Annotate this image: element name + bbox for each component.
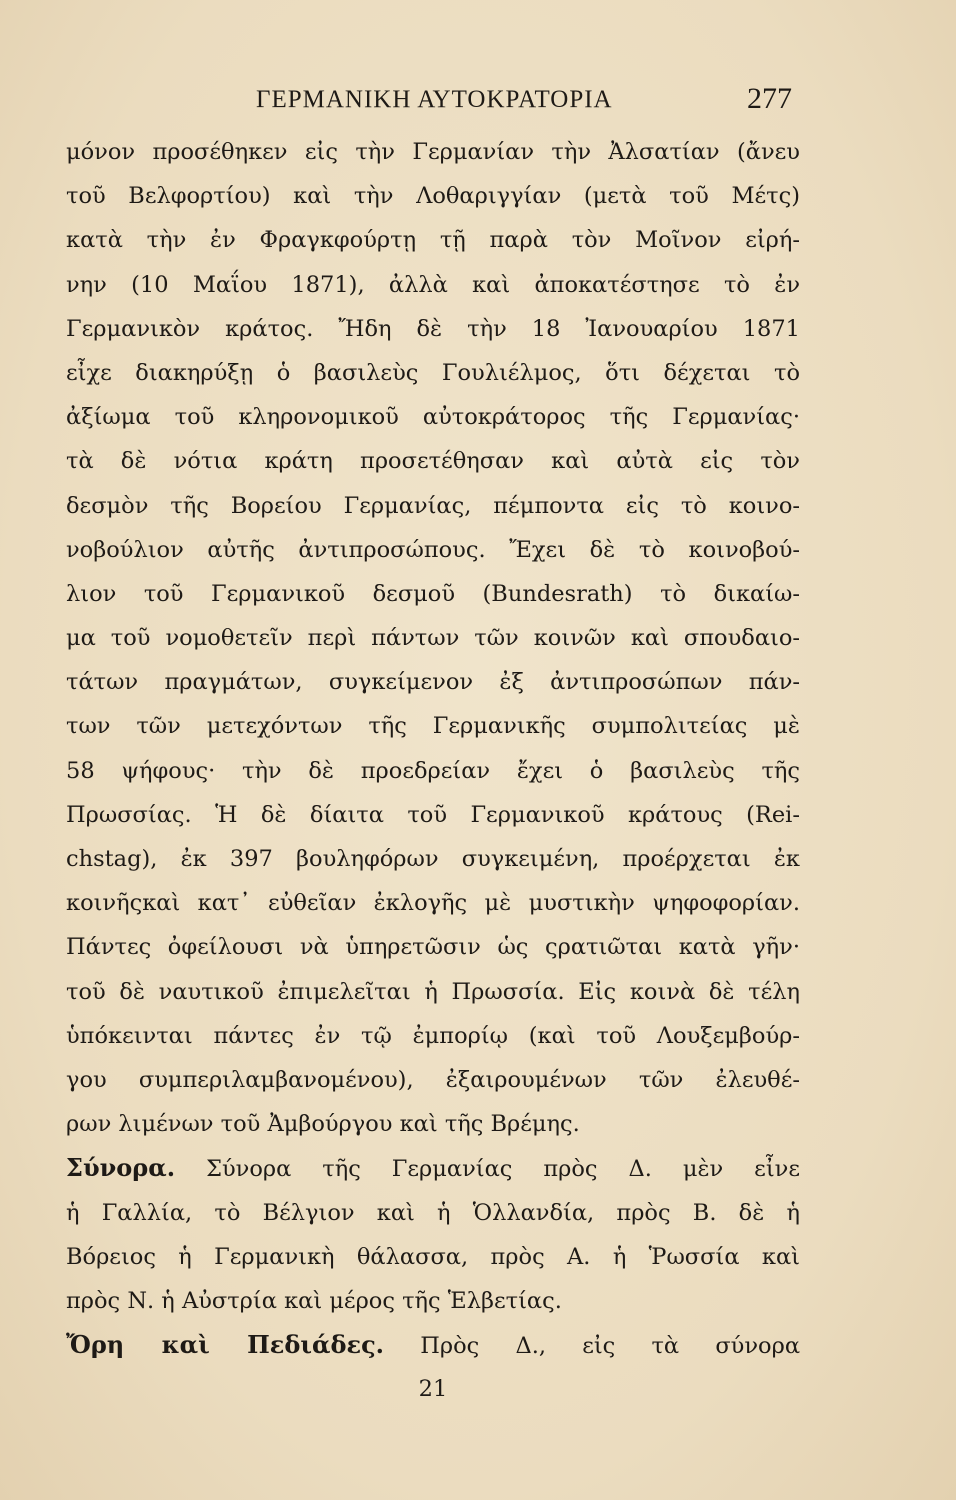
section-heading-mountains: Ὄρη καὶ Πεδιάδες. bbox=[66, 1330, 385, 1360]
section-mountains-text: Πρὸς Δ., εἰς τὰ σύνορα bbox=[420, 1333, 801, 1360]
text-line: τοῦ Βελφορτίου) καὶ τὴν Λοθαριγγίαν (μετὰ τοῦ Μέτς) bbox=[66, 183, 800, 210]
signature-mark: 21 bbox=[418, 1376, 448, 1403]
text-line: τὰ δὲ νότια κράτη προσετέθησαν καὶ αὐτὰ εἰς τὸν bbox=[66, 448, 800, 475]
text-line: εἶχε διακηρύξῃ ὁ βασιλεὺς Γουλιέλμος, ὅτι δέχεται τὸ bbox=[66, 359, 800, 386]
section-heading-borders: Σύνορα. bbox=[66, 1153, 176, 1183]
running-title: ΓΕΡΜΑΝΙΚΗ ΑΥΤΟΚΡΑΤΟΡΙΑ bbox=[256, 86, 613, 113]
page-header bbox=[240, 82, 800, 122]
text-line: νοβούλιον αὐτῆς ἀντιπροσώπους. Ἔχει δὲ τὸ κοινοβού- bbox=[66, 536, 800, 563]
text-line: δεσμὸν τῆς Βορείου Γερμανίας, πέμποντα εἰς τὸ κοινο- bbox=[66, 492, 800, 519]
text-line: γου συμπεριλαμβανομένου), ἐξαιρουμένων τῶν ἐλευθέ- bbox=[66, 1066, 800, 1093]
text-line: τοῦ δὲ ναυτικοῦ ἐπιμελεῖται ἡ Πρωσσία. Εἰς κοινὰ δὲ τέλη bbox=[66, 978, 800, 1005]
text-line: τάτων πραγμάτων, συγκείμενον ἐξ ἀντιπροσώπων πάν- bbox=[66, 669, 800, 696]
section-borders-first-line bbox=[66, 1146, 800, 1190]
text-line: ἀξίωμα τοῦ κληρονομικοῦ αὐτοκράτορος τῆς Γερμανίας· bbox=[66, 404, 800, 431]
text-line: Πάντες ὀφείλουσι νὰ ὑπηρετῶσιν ὡς ςρατιῶται κατὰ γῆν· bbox=[66, 934, 800, 961]
text-line: ὑπόκεινται πάντες ἐν τῷ ἐμπορίῳ (καὶ τοῦ Λουξεμβούρ- bbox=[66, 1022, 800, 1049]
body-text bbox=[66, 130, 800, 1411]
text-line: λιον τοῦ Γερμανικοῦ δεσμοῦ (Bundesrath) τὸ δικαίω- bbox=[66, 580, 800, 607]
text-line: μόνον προσέθηκεν εἰς τὴν Γερμανίαν τὴν Ἀλσατίαν (ἄνευ bbox=[66, 139, 800, 165]
text-line: 58 ψήφους· τὴν δὲ προεδρείαν ἔχει ὁ βασιλεὺς τῆς bbox=[66, 757, 800, 784]
text-line: Πρωσσίας. Ἡ δὲ δίαιτα τοῦ Γερμανικοῦ κράτους (Rei- bbox=[66, 801, 800, 828]
text-line: chstag), ἐκ 397 βουληφόρων συγκειμένη, προέρχεται ἐκ bbox=[66, 846, 800, 872]
text-line: κατὰ τὴν ἐν Φραγκφούρτῃ τῇ παρὰ τὸν Μοῖνον εἰρή- bbox=[66, 227, 800, 254]
text-line: πρὸς Ν. ἡ Αὐστρία καὶ μέρος τῆς Ἑλβετίας. bbox=[66, 1287, 562, 1314]
text-line: Βόρειος ἡ Γερμανικὴ θάλασσα, πρὸς Α. ἡ Ῥωσσία καὶ bbox=[66, 1243, 800, 1270]
text-line: ἡ Γαλλία, τὸ Βέλγιον καὶ ἡ Ὁλλανδία, πρὸς Β. δὲ ἡ bbox=[66, 1199, 800, 1226]
text-line: νην (10 Μαΐου 1871), ἀλλὰ καὶ ἀποκατέστησε τὸ ἐν bbox=[66, 271, 800, 298]
text-line: Γερμανικὸν κράτος. Ἤδη δὲ τὴν 18 Ἰανουαρίου 1871 bbox=[66, 315, 800, 342]
text-line: κοινῆςκαὶ κατ᾽ εὐθεῖαν ἐκλογῆς μὲ μυστικὴν ψηφοφορίαν. bbox=[66, 890, 800, 917]
text-line: μα τοῦ νομοθετεῖν περὶ πάντων τῶν κοινῶν καὶ σπουδαιο- bbox=[66, 625, 800, 652]
page-number: 277 bbox=[747, 82, 792, 115]
section-mountains-first-line bbox=[66, 1323, 800, 1367]
text-line: των τῶν μετεχόντων τῆς Γερμανικῆς συμπολιτείας μὲ bbox=[66, 713, 800, 740]
section-borders-text: Σύνορα τῆς Γερμανίας πρὸς Δ. μὲν εἶνε bbox=[206, 1156, 800, 1183]
text-line: ρων λιμένων τοῦ Ἀμβούργου καὶ τῆς Βρέμης. bbox=[66, 1111, 580, 1138]
